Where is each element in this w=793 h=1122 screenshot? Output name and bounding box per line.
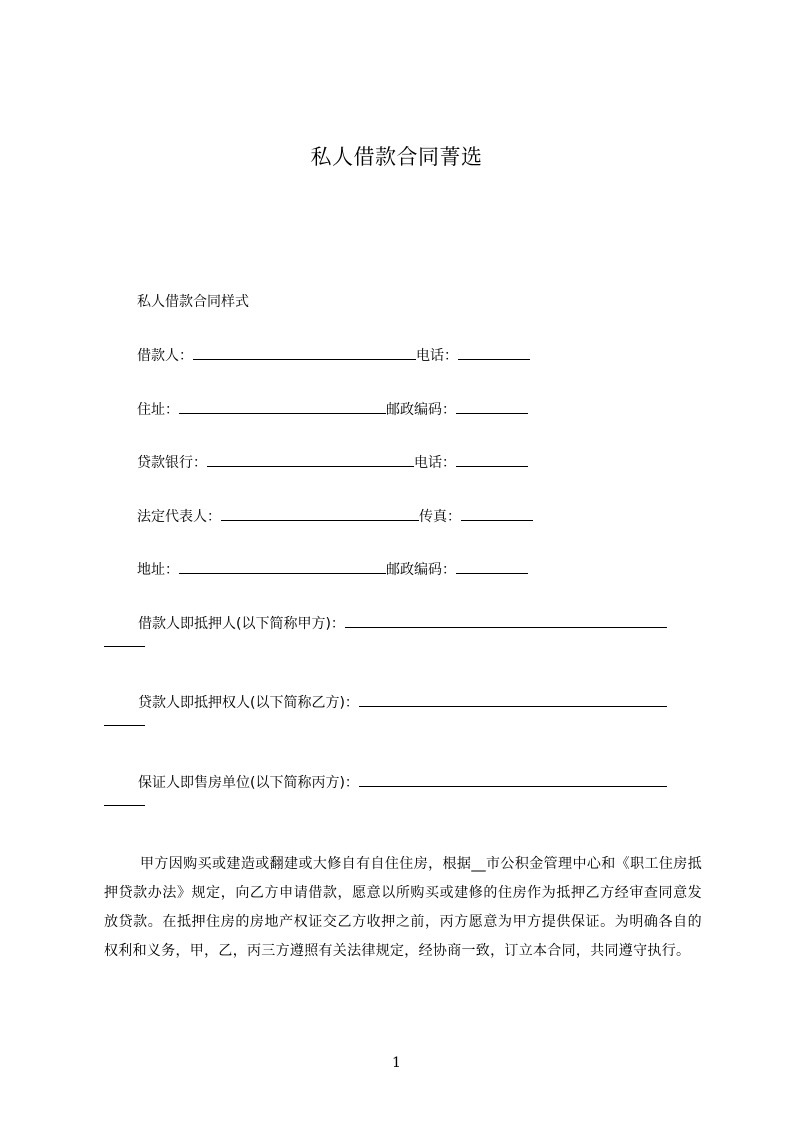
address-blank[interactable] bbox=[179, 398, 386, 414]
field-borrower bbox=[137, 344, 530, 366]
contract-subtitle: 私人借款合同样式 bbox=[137, 294, 249, 310]
field-label: 借款人： bbox=[137, 348, 193, 364]
party-label: 贷款人即抵押权人(以下简称乙方)： bbox=[138, 695, 359, 711]
party-a-blank-continued[interactable] bbox=[104, 642, 145, 647]
bank-blank[interactable] bbox=[207, 451, 414, 467]
postcode-blank[interactable] bbox=[456, 558, 528, 574]
phone-blank[interactable] bbox=[458, 344, 530, 360]
field-label: 传真： bbox=[419, 509, 461, 525]
page-number: 1 bbox=[392, 1055, 401, 1071]
field-label: 贷款银行： bbox=[137, 455, 207, 471]
borrower-blank[interactable] bbox=[193, 344, 416, 360]
field-bank-address bbox=[137, 558, 528, 580]
party-c-blank[interactable] bbox=[359, 771, 667, 787]
document-title: 私人借款合同菁选 bbox=[310, 145, 483, 169]
party-a-blank[interactable] bbox=[345, 612, 667, 628]
field-label: 地址： bbox=[137, 562, 179, 578]
body-paragraph: 甲方因购买或建造或翻建或大修自有自住住房，根据__市公积金管理中心和《职工住房抵押贷款办法》规定，向乙方申请借款，愿意以所购买或建修的住房作为抵押乙方经审查同意发放贷款。在抵押住房的房地产权证交乙方收押之前，丙方愿意为甲方提供保证。为明确各自的权利和义务，甲，乙，丙三方遵照有关法律规定，经协商一致，订立本合同，共同遵守执行。 bbox=[104, 856, 702, 959]
party-a bbox=[104, 612, 702, 647]
field-lending-bank bbox=[137, 451, 528, 473]
bank-address-blank[interactable] bbox=[179, 558, 386, 574]
field-address bbox=[137, 398, 528, 420]
phone-blank[interactable] bbox=[456, 451, 528, 467]
fax-blank[interactable] bbox=[461, 505, 533, 521]
field-label: 邮政编码： bbox=[386, 562, 456, 578]
party-c-blank-continued[interactable] bbox=[104, 801, 145, 806]
field-legal-representative bbox=[137, 505, 533, 527]
field-label: 法定代表人： bbox=[137, 509, 221, 525]
postcode-blank[interactable] bbox=[456, 398, 528, 414]
field-label: 住址： bbox=[137, 402, 179, 418]
field-label: 电话： bbox=[416, 348, 458, 364]
party-label: 保证人即售房单位(以下简称丙方)： bbox=[138, 775, 359, 791]
field-label: 邮政编码： bbox=[386, 402, 456, 418]
party-c bbox=[104, 771, 702, 806]
party-b bbox=[104, 691, 702, 726]
field-label: 电话： bbox=[414, 455, 456, 471]
party-b-blank-continued[interactable] bbox=[104, 721, 145, 726]
party-b-blank[interactable] bbox=[359, 691, 667, 707]
representative-blank[interactable] bbox=[221, 505, 419, 521]
party-label: 借款人即抵押人(以下简称甲方)： bbox=[138, 616, 345, 632]
